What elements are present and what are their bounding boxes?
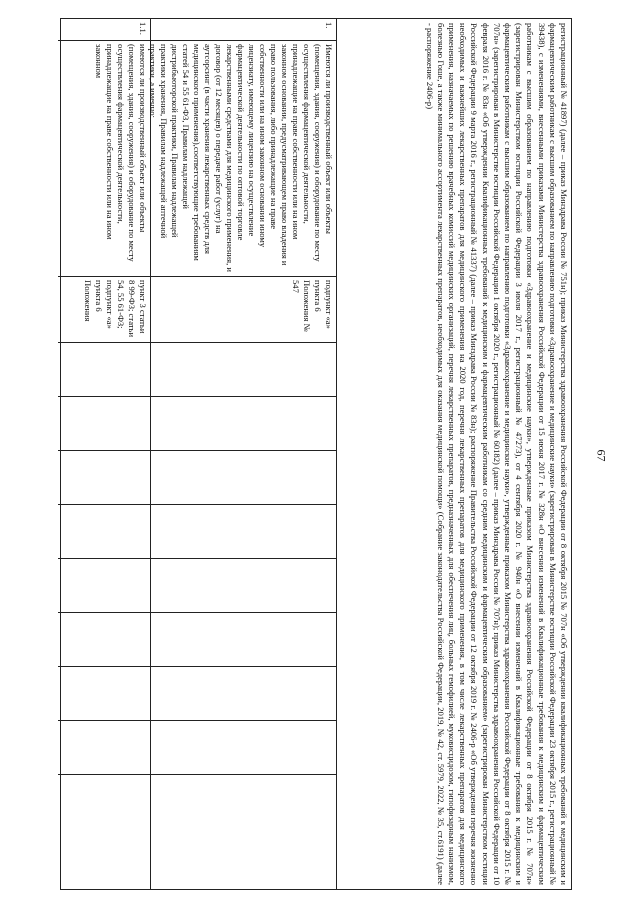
document-table <box>60 18 572 890</box>
requirement-text: имеются ли производственный объект или объекты (помещения, здания, сооружения) и оборудование по месту осуществления фармацевтической деятельности, принадлежащие на праве собственности или на ином законном <box>58 41 150 277</box>
legal-reference: подпункт «а» пункта 6 Положения № 547 <box>150 277 336 343</box>
answer-cell <box>58 559 150 613</box>
answer-cell <box>58 505 150 559</box>
notes-cell <box>150 775 336 889</box>
table-row <box>150 19 337 889</box>
rotated-page <box>60 18 572 890</box>
table-row <box>58 19 151 889</box>
answer-cell <box>58 451 150 505</box>
answer-cell <box>58 721 150 775</box>
row-number: 1.1. <box>58 19 150 41</box>
answer-cell <box>58 343 150 397</box>
answer-cell <box>150 505 336 559</box>
answer-cell <box>150 559 336 613</box>
page-number: 67 <box>594 449 609 462</box>
answer-cell <box>150 721 336 775</box>
notes-cell <box>58 775 150 889</box>
answer-cell <box>150 451 336 505</box>
answer-cell <box>58 613 150 667</box>
legal-reference: пункт 3 статьи 8 99-ФЗ; статьи 54, 55 61-ФЗ; подпункт «а» пункта 6 Положения <box>58 277 150 343</box>
requirement-text: Имеются ли производственный объект или объекты (помещения, здания, сооружения) и оборудование по месту осуществления фармацевтической деятельности, принадлежащие на праве собственности или на ином законном основании, предусматривающем право владения и право пользования, либо принадлежащие на праве собственности или на ином законном основании иному лицензиату, имеющему лицензию на осуществление фармацевтической деятельности по оптовой торговле лекарственными средствами для медицинского применения, и договор (от 12 месяцев) о передаче работ (услуг) на аутсорсинг (в части хранения лекарственных средств для медицинского применения),соответствующие требованиям статей 54 и 55 61-ФЗ, Правилам надлежащей дистрибьюторской практики, Правилам надлежащей практики хранения, Правилам надлежащей аптечной практики, а именно: <box>150 41 336 277</box>
answer-cell <box>150 667 336 721</box>
answer-cell <box>150 397 336 451</box>
row-number: 1. <box>150 19 336 41</box>
answer-cell <box>150 613 336 667</box>
answer-cell <box>58 397 150 451</box>
answer-cell <box>58 667 150 721</box>
legal-references-paragraph: регистрационный № 41897) (далее – приказ Минздрава России № 751н); приказ Министерства здравоохранения Российской Федерации от 8 октября 2015 № 707н «Об утверждении квалификационных требований к медицинским и фармацевтическим работникам с высшим образованием по направлению подготовки «Здравоохранение и медицинские науки» (зарегистрирован в Министерстве юстиции Российской Федерации 23 октября 2015 г., регистрационный № 39438), с изменениями, внесенными приказами Министерства здравоохранения Российской Федерации от 15 июня 2017 г. № 328н «О внесении изменений в Квалификационные требования к медицинским и фармацевтическим работникам с высшим образованием по направлению подготовки «Здравоохранение и медицинские науки», утвержденные приказом Министерства здравоохранения Российской Федерации от 8 октября 2015 г. № 707н» (зарегистрирован Министерством юстиции Российской Федерации 3 июля 2017 г., регистрационный № 47273), от 4 сентября 2020 г. № 940н «О внесении изменений в Квалификационные требования к медицинским и фармацевтическим работникам с высшим образованием по направлению подготовки «Здравоохранение и медицинские науки», утвержденные приказом Министерства здравоохранения Российской Федерации от 8 октября 2015 г. № 707н» (зарегистрирован в Министерстве юстиции Российской Федерации 1 октября 2020 г., регистрационный № 60182) (далее – приказ Минздрава России № 707н); приказ Министерства здравоохранения Российской Федерации от 10 февраля 2016 г. № 83н «Об утверждении Квалификационных требований к медицинским и фармацевтическим работникам со средним медицинским и фармацевтическим образованием» (зарегистрирован Министерством юстиции Российской Федерации 9 марта 2016 г., регистрационный № 41337) (далее – приказ Минздрава России № 83н); распоряжение Правительства Российской Федерации от 12 октября 2019 г. № 2406-р «Об утверждении перечня жизненно необходимых и важнейших лекарственных препаратов для медицинского применения на 2020 год, перечня лекарственных препаратов для медицинского применения, в том числе лекарственных препаратов для медицинского применения, назначаемых по решению врачебных комиссий медицинских организаций, перечня лекарственных препаратов, предназначенных для обеспечения лиц, больных гемофилией, муковисцидозом, гипофизарным нанизмом, болезнью Гоше, а также минимального ассортимента лекарственных препаратов, необходимых для оказания медицинской помощи» (Собрание законодательства Российской Федерации, 2019, № 42, ст. 5979, 2022, № 35, ст.6191) (далее - распоряжение 2406-р) <box>424 23 569 885</box>
answer-cell <box>150 343 336 397</box>
